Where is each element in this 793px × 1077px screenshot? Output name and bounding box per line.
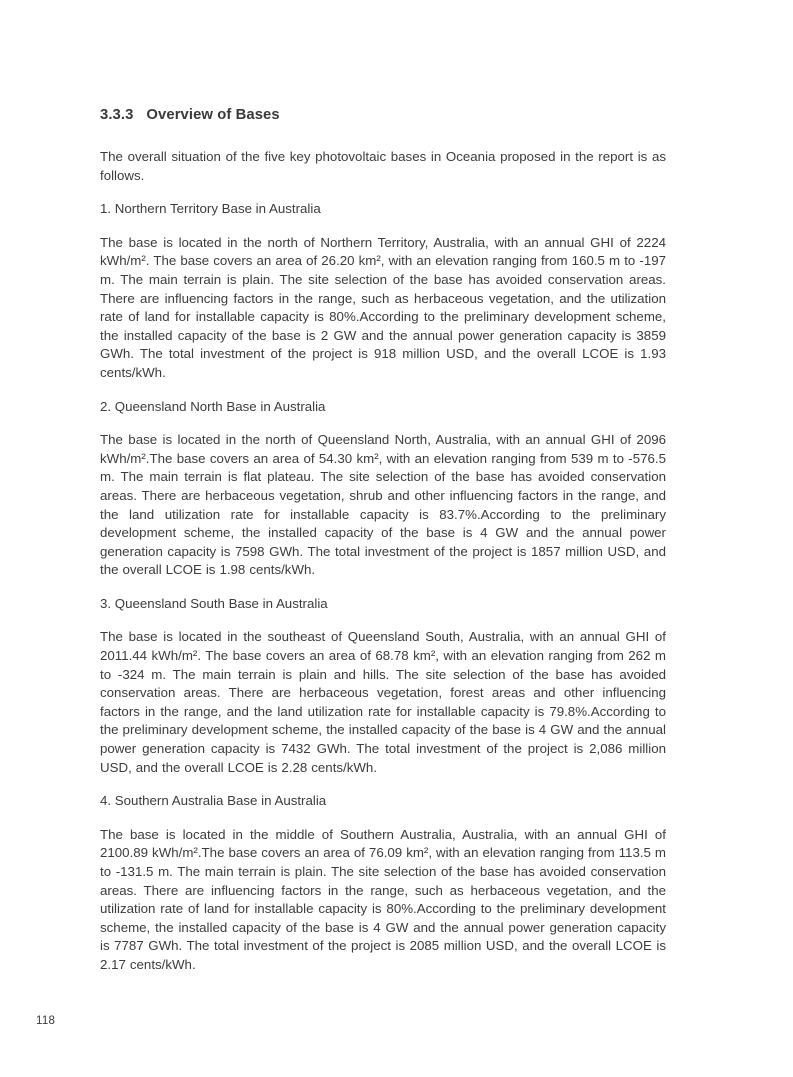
- intro-paragraph: The overall situation of the five key photovoltaic bases in Oceania proposed in the report is as follows.: [100, 149, 666, 183]
- base-1-heading: 1. Northern Territory Base in Australia: [100, 201, 321, 217]
- base-4-paragraph: The base is located in the middle of Southern Australia, Australia, with an annual GHI of 2100.89 kWh/m².The base covers an area of 76.09 km², with an elevation ranging from 113.5 m to -131.5 m. The main terrain is plain. The site selection of the base has avoided conservation areas. There are influencing factors in the range, such as herbaceous vegetation, and the utilization rate of land for installable capacity is 80%.According to the preliminary development scheme, the installed capacity of the base is 4 GW and the annual power generation capacity is 7787 GWh. The total investment of the project is 2085 million USD, and the overall LCOE is 2.17 cents/kWh.: [100, 826, 666, 972]
- base-3-heading: 3. Queensland South Base in Australia: [100, 595, 328, 611]
- page-number: 118: [36, 1015, 56, 1027]
- base-1-paragraph: The base is located in the north of Northern Territory, Australia, with an annual GHI of 2224 kWh/m². The base covers an area of 26.20 km², with an elevation ranging from 160.5 m to -197 m. The main terrain is plain. The site selection of the base has avoided conservation areas. There are influencing factors in the range, such as herbaceous vegetation, and the utilization rate of land for installable capacity is 80%.According to the preliminary development scheme, the installed capacity of the base is 2 GW and the annual power generation capacity is 3859 GWh. The total investment of the project is 918 million USD, and the overall LCOE is 1.93 cents/kWh.: [100, 234, 666, 380]
- section-number: 3.3.3: [100, 107, 134, 123]
- section-heading: [100, 106, 666, 124]
- base-2-heading: 2. Queensland North Base in Australia: [100, 398, 326, 414]
- base-4-heading: 4. Southern Australia Base in Australia: [100, 793, 327, 809]
- page-content: [100, 106, 666, 975]
- base-2-paragraph: The base is located in the north of Queensland North, Australia, with an annual GHI of 2096 kWh/m².The base covers an area of 54.30 km², with an elevation ranging from 539 m to -576.5 m. The main terrain is flat plateau. The site selection of the base has avoided conservation areas. There are herbaceous vegetation, shrub and other influencing factors in the range, and the land utilization rate for installable capacity is 83.7%.According to the preliminary development scheme, the installed capacity of the base is 4 GW and the annual power generation capacity is 7598 GWh. The total investment of the project is 1857 million USD, and the overall LCOE is 1.98 cents/kWh.: [100, 432, 666, 578]
- section-title: Overview of Bases: [146, 107, 280, 123]
- base-3-paragraph: The base is located in the southeast of Queensland South, Australia, with an annual GHI of 2011.44 kWh/m². The base covers an area of 68.78 km², with an elevation ranging from 262 m to -324 m. The main terrain is plain and hills. The site selection of the base has avoided conservation areas. There are herbaceous vegetation, forest areas and other influencing factors in the range, and the land utilization rate for installable capacity is 79.8%.According to the preliminary development scheme, the installed capacity of the base is 4 GW and the annual power generation capacity is 7432 GWh. The total investment of the project is 2,086 million USD, and the overall LCOE is 2.28 cents/kWh.: [100, 629, 666, 775]
